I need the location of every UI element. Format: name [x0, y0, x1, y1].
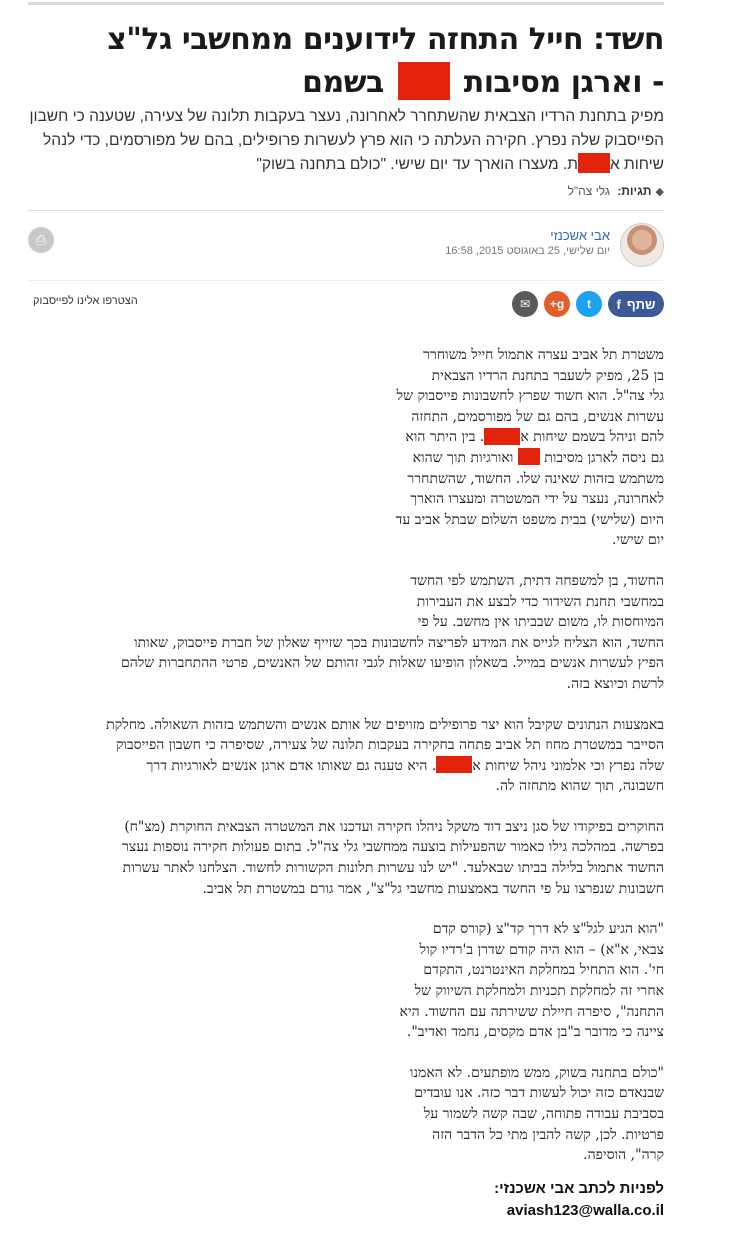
body-line: במחשבי תחנת השידור כדי לבצע את העבירות: [416, 593, 664, 610]
body-line: חי'. הוא התחיל במחלקת האינטרנט, התקדם: [423, 962, 664, 979]
googleplus-share-button[interactable]: [544, 291, 570, 317]
body-line: ואורגיות תוך שהוא: [412, 449, 514, 466]
headline-line-1: חשד: חייל התחזה לידוענים ממחשבי גל"צ: [107, 22, 664, 57]
contact-label: לפניות לכתב אבי אשכנזי:: [494, 1180, 664, 1197]
body-line: באמצעות הנתונים שקיבל הוא יצר פרופילים מזויפים של אותם אנשים והשתמש בזהות השאולה. מחלקת: [106, 716, 664, 733]
section-divider: [28, 210, 664, 211]
facebook-share-button[interactable]: [608, 291, 664, 317]
googleplus-icon: g+: [549, 297, 565, 311]
print-button[interactable]: [28, 227, 54, 253]
body-paragraph: [44, 571, 664, 695]
body-line: המיוחסות לו, משום שבביתו אין מחשב. על פי: [417, 614, 664, 631]
body-line: החשוד, בן למשפחה דתית, השתמש לפי החשד: [410, 572, 664, 589]
share-bar: [512, 291, 664, 317]
body-line: הסייבר במשטרת מחוז תל אביב פתחה בחקירה בעקבות תלונה של צעירה, שסיפרה כי חשבון הפייסבוק: [115, 737, 664, 754]
body-line: "כולם בתחנה בשוק, ממש מופתעים. לא האמנו: [409, 1064, 664, 1081]
body-line: ציינה כי מדובר ב"בן אדם מקסים, נחמד ואדיב".: [406, 1024, 664, 1041]
article-body: [44, 345, 664, 1166]
body-line: התחנה", סיפרה חיילת ששירתה עם החשוד. היא: [399, 1003, 664, 1020]
author-name-link[interactable]: אבי אשכנזי: [550, 228, 610, 243]
redaction-block: [578, 153, 610, 173]
body-line: החשד, הוא הצליח לגייס את המידע לפריצה לחשבונות בכך שזייף שאלון של חברת פייסבוק, שאותו: [133, 634, 664, 651]
body-line: "הוא הגיע לגל"צ לא דרך קד"צ (קורס קדם: [432, 921, 664, 938]
body-line: שלה נפרץ וכי אלמוני ניהל שיחות א: [472, 757, 664, 774]
body-line: להם וניהל בשמם שיחות א: [520, 429, 664, 446]
join-facebook-link[interactable]: הצטרפו אלינו לפייסבוק: [33, 295, 138, 307]
publish-date: יום שלישי, 25 באוגוסט 2015, 16:58: [445, 245, 610, 257]
twitter-share-button[interactable]: [576, 291, 602, 317]
top-divider: [28, 2, 664, 5]
mail-share-button[interactable]: [512, 291, 538, 317]
reporter-contact: [494, 1178, 664, 1222]
author-avatar[interactable]: [620, 223, 664, 267]
body-line: עשרות אנשים, בהם גם של מפורסמים, התחזה: [411, 408, 664, 425]
redaction-block: [436, 756, 472, 773]
body-paragraph: [334, 1063, 664, 1166]
tag-icon: ◆: [655, 186, 664, 198]
body-paragraph: [334, 919, 664, 1043]
facebook-icon: f: [616, 296, 621, 312]
contact-email-link[interactable]: aviash123@walla.co.il: [506, 1202, 664, 1219]
redaction-block: [398, 62, 450, 100]
body-line: צבאי, א"א) – הוא היה קודם שדרן ב'רדיו קול: [419, 941, 664, 958]
print-icon: ⎙: [35, 232, 47, 247]
article-headline: [24, 18, 664, 104]
body-line: גם ניסה לארגן מסיבות: [544, 449, 664, 466]
body-line: חשבונות שנפרצו על פי החשד באמצעות מחשבי גל"צ", אמר גורם במשטרת תל אביב.: [202, 880, 664, 897]
tag-link[interactable]: גלי צה"ל: [567, 184, 610, 198]
headline-part-3: בשמם: [302, 65, 384, 100]
tags-label: תגיות:: [617, 184, 652, 198]
body-line: גלי צה"ל. הוא חשוד שפרץ לחשבונות פייסבוק של: [396, 388, 664, 405]
headline-part-2: - וארגן מסיבות: [463, 65, 664, 100]
body-line: חשבונה, תוך שהוא מתחזה לה.: [495, 778, 664, 795]
body-paragraph: [334, 345, 664, 551]
subtitle-text-1: מפיק בתחנת הרדיו הצבאית שהשתחרר לאחרונה, נעצר בעקבות תלונה של צעירה, שטענה כי חשבון הפייסבוק שלה נפרץ. חקירה העלתה כי הוא פרץ לעשרות פרופילים, בהם של מפורסמים, כדי לנהל שיחות א: [29, 108, 664, 173]
twitter-icon: t: [587, 297, 591, 311]
body-line: שבנאדם כזה יכול לעשות דבר כזה. אנו עובדים: [414, 1085, 664, 1102]
body-line: בפרשה. במהלכה גילו כאמור שהפעילות בוצעה ממחשבי גלי צה"ל. בתום פעולות חקירה נוספות נעצר: [121, 839, 664, 856]
body-line: לאחרונה, נעצר על ידי המשטרה ומעצרו הוארך: [410, 491, 664, 508]
body-line: משטרת תל אביב עצרה אתמול חייל משוחרר: [422, 347, 664, 363]
body-paragraph: [44, 817, 664, 899]
body-paragraph: [44, 715, 664, 797]
body-line: הפיץ לעשרות אנשים במייל. בשאלון הופיעו שאלות לגבי זהותם של האנשים, פרטי ההתחברות שלהם: [120, 655, 664, 672]
section-divider: [28, 280, 664, 281]
facebook-share-label: שתף: [626, 296, 656, 312]
body-line: אחרי זה למחלקת תכניות ולמחלקת השיווק של: [414, 983, 664, 1000]
mail-icon: ✉: [519, 297, 531, 311]
tags-row: [568, 184, 664, 198]
redaction-block: [484, 428, 520, 445]
body-line: . היא טענה גם שאותו אדם ארגן אנשים לאורגיות דרך: [146, 757, 437, 774]
article-subtitle: [24, 105, 664, 177]
body-line: . בין היתר הוא: [405, 429, 485, 446]
body-line: פרטיות. לכן, קשה להבין מתי כל הדבר הזה: [432, 1126, 664, 1143]
body-line: בן 25, מפיק לשעבר בתחנת הרדיו הצבאית: [431, 367, 664, 384]
body-line: בסביבת עבודה פתוחה, שבה קשה לשמור על: [423, 1106, 664, 1122]
body-line: החוקרים בפיקודו של סגן ניצב דוד משקל ניהלו חקירה ועדכנו את המשטרה הצבאית החוקרת (מצ"ח): [124, 818, 664, 835]
redaction-block: [518, 448, 540, 465]
body-line: היום (שלישי) בבית משפט השלום שבתל אביב עד: [395, 511, 664, 528]
body-line: יום שישי.: [611, 532, 664, 549]
body-line: החשוד אתמול בלילה בביתו שבאלעד. "יש לנו עשרות תלונות הקשורות לחשוד. הצלחנו לאתר עשרות: [122, 860, 664, 877]
subtitle-text-2: ת. מעצרו הוארך עד יום שישי. "כולם בתחנה בשוק": [256, 156, 578, 173]
body-line: לרשת וכיוצא בזה.: [566, 675, 664, 692]
body-line: קרה", הוסיפה.: [583, 1147, 664, 1164]
body-line: משתמש בזהות שאינה שלו. החשוד, שהשתחרר: [407, 470, 664, 487]
